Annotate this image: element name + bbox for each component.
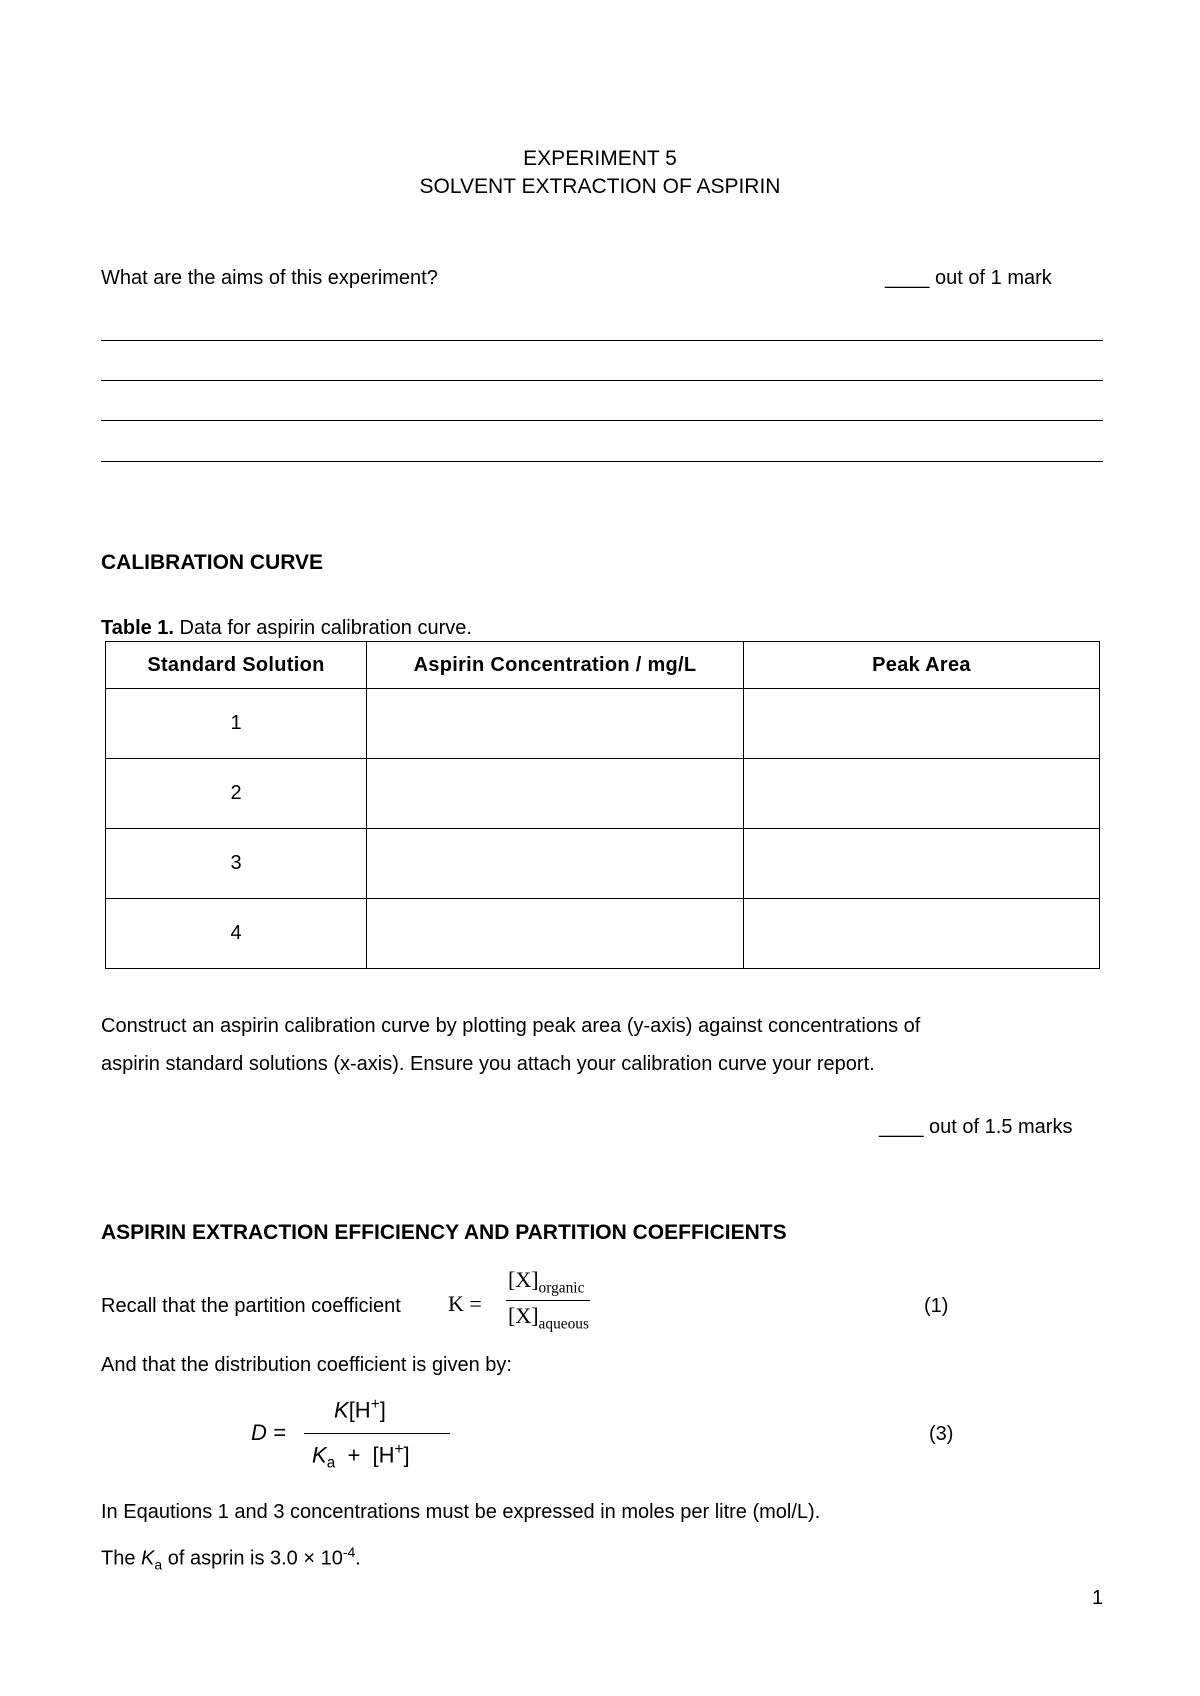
page-number: 1 (1092, 1587, 1104, 1609)
standard-number: 4 (106, 899, 367, 969)
experiment-title: SOLVENT EXTRACTION OF ASPIRIN (419, 175, 781, 198)
note-ka-prefix: The (101, 1547, 142, 1570)
eq1-den-subscript: aqueous (538, 1315, 589, 1333)
eq3-num-k: K (334, 1397, 349, 1423)
standard-number: 1 (106, 689, 367, 759)
note-ka-end: . (355, 1547, 361, 1570)
note-units: In Eqautions 1 and 3 concentrations must be expressed in moles per litre (mol/L). (101, 1501, 821, 1523)
eq3-den-subscript: a (326, 1454, 336, 1472)
note-ka-exponent: -4 (342, 1544, 356, 1560)
calibration-heading: CALIBRATION CURVE (101, 551, 324, 574)
standard-number: 2 (106, 759, 367, 829)
caption-text: Data for aspirin calibration curve. (174, 617, 472, 639)
eq3-denominator (312, 1441, 410, 1473)
column-header: Peak Area (744, 642, 1100, 689)
instruction-line-2: aspirin standard solutions (x-axis). Ensure you attach your calibration curve your report. (101, 1053, 875, 1075)
eq3-lhs: D = (251, 1420, 286, 1445)
instruction-line-1: Construct an aspirin calibration curve by plotting peak area (y-axis) against concentrations of (101, 1015, 921, 1037)
eq1-num-subscript: organic (538, 1279, 585, 1297)
answer-line[interactable] (101, 461, 1103, 462)
eq1-number: (1) (924, 1295, 949, 1317)
concentration-cell[interactable] (367, 689, 744, 759)
answer-line[interactable] (101, 380, 1103, 381)
aims-mark: ____ out of 1 mark (885, 267, 1052, 289)
eq3-numerator (334, 1396, 386, 1423)
table-header-row (106, 642, 1100, 689)
calibration-table (105, 641, 1100, 969)
table-row (106, 899, 1100, 969)
eq1-den-symbol: [X] (508, 1303, 539, 1328)
eq1-numerator (508, 1267, 584, 1297)
calibration-mark: ____ out of 1.5 marks (879, 1116, 1073, 1138)
recall-text: Recall that the partition coefficient (101, 1295, 401, 1317)
peak-area-cell[interactable] (744, 829, 1100, 899)
eq3-den-k: K (312, 1442, 327, 1468)
concentration-cell[interactable] (367, 899, 744, 969)
peak-area-cell[interactable] (744, 899, 1100, 969)
note-ka-value: of asprin is 3.0 × 10 (162, 1547, 343, 1570)
peak-area-cell[interactable] (744, 759, 1100, 829)
experiment-number: EXPERIMENT 5 (523, 147, 677, 170)
table-caption (101, 615, 472, 641)
standard-number: 3 (106, 829, 367, 899)
concentration-cell[interactable] (367, 759, 744, 829)
eq3-num-bracket: [H (348, 1397, 371, 1423)
peak-area-cell[interactable] (744, 689, 1100, 759)
eq3-num-close: ] (379, 1397, 386, 1423)
eq1-fraction-bar (506, 1300, 590, 1301)
distribution-text: And that the distribution coefficient is given by: (101, 1354, 512, 1376)
table-row (106, 759, 1100, 829)
table-row (106, 829, 1100, 899)
eq3-den-plus: + (394, 1441, 404, 1458)
eq1-lhs: K = (448, 1291, 482, 1316)
answer-line[interactable] (101, 340, 1103, 341)
column-header: Aspirin Concentration / mg/L (367, 642, 744, 689)
eq1-denominator (508, 1303, 589, 1333)
eq3-fraction-bar (304, 1433, 450, 1434)
note-ka (101, 1539, 361, 1578)
answer-line[interactable] (101, 420, 1103, 421)
caption-label: Table 1. (101, 617, 174, 639)
eq3-den-bracket: + [H (335, 1442, 395, 1468)
concentration-cell[interactable] (367, 829, 744, 899)
eq3-num-plus: + (370, 1396, 380, 1413)
eq3-number: (3) (929, 1423, 954, 1445)
aims-question: What are the aims of this experiment? (101, 267, 438, 289)
table-row (106, 689, 1100, 759)
note-ka-symbol: K (141, 1547, 155, 1570)
eq1-num-symbol: [X] (508, 1267, 539, 1292)
note-ka-subscript: a (154, 1556, 163, 1573)
eq3-den-close: ] (403, 1442, 410, 1468)
extraction-heading: ASPIRIN EXTRACTION EFFICIENCY AND PARTITION COEFFICIENTS (101, 1221, 787, 1244)
column-header: Standard Solution (106, 642, 367, 689)
